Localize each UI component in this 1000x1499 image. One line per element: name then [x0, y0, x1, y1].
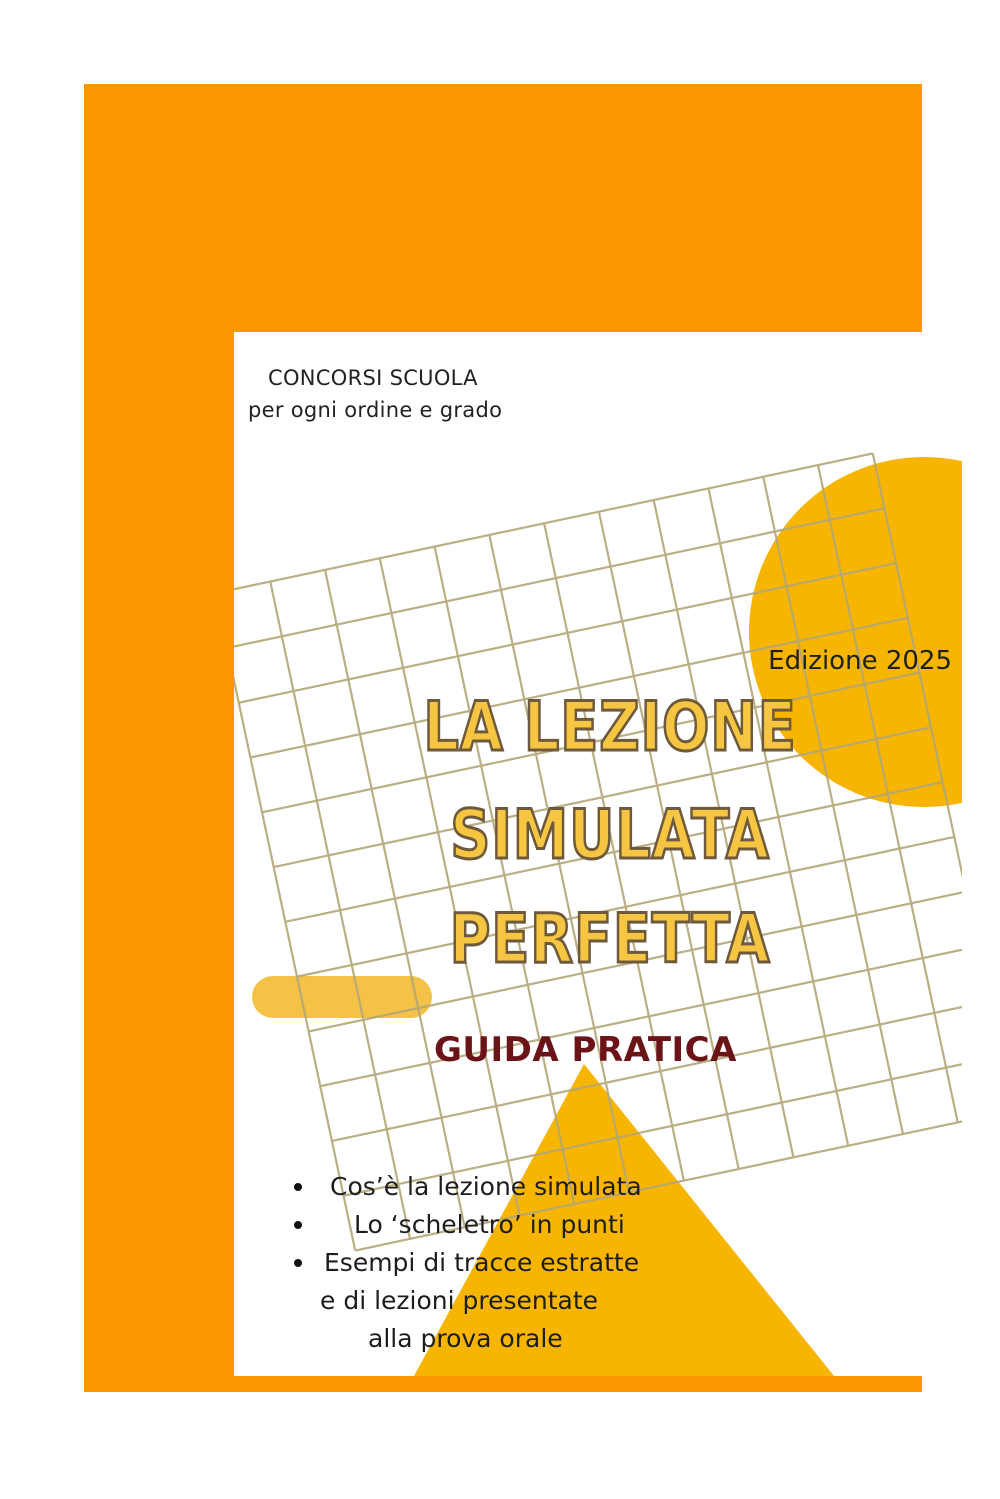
- bullet-list: [294, 1168, 642, 1358]
- bullet-dot-icon: [294, 1221, 302, 1229]
- cover-panel: [234, 332, 962, 1376]
- grid-line: [332, 1001, 962, 1141]
- bullet-text: e di lezioni presentate: [320, 1286, 599, 1315]
- cover-frame: [84, 84, 952, 1392]
- series-label: CONCORSI SCUOLA: [268, 366, 478, 390]
- bullet-text: Esempi di tracce estratte: [324, 1248, 640, 1277]
- bullet-text: alla prova orale: [368, 1324, 563, 1353]
- bullet-continuation: [294, 1320, 642, 1358]
- bullet-dot-icon: [294, 1183, 302, 1191]
- bullet-item: [294, 1244, 642, 1282]
- title-line-1: LA LEZIONE: [423, 688, 797, 767]
- bullet-text: Cos’è la lezione simulata: [330, 1172, 642, 1201]
- bullet-text: Lo ‘scheletro’ in punti: [354, 1210, 625, 1239]
- bullet-item: [294, 1206, 642, 1244]
- subtitle: GUIDA PRATICA: [434, 1030, 737, 1070]
- bullet-continuation: [294, 1282, 642, 1320]
- title-line-3: PERFETTA: [449, 900, 771, 979]
- title-line-2: SIMULATA: [450, 796, 770, 875]
- series-sublabel: per ogni ordine e grado: [248, 398, 503, 422]
- edition-label: Edizione 2025: [768, 646, 952, 676]
- bullet-dot-icon: [294, 1259, 302, 1267]
- bullet-item: [294, 1168, 642, 1206]
